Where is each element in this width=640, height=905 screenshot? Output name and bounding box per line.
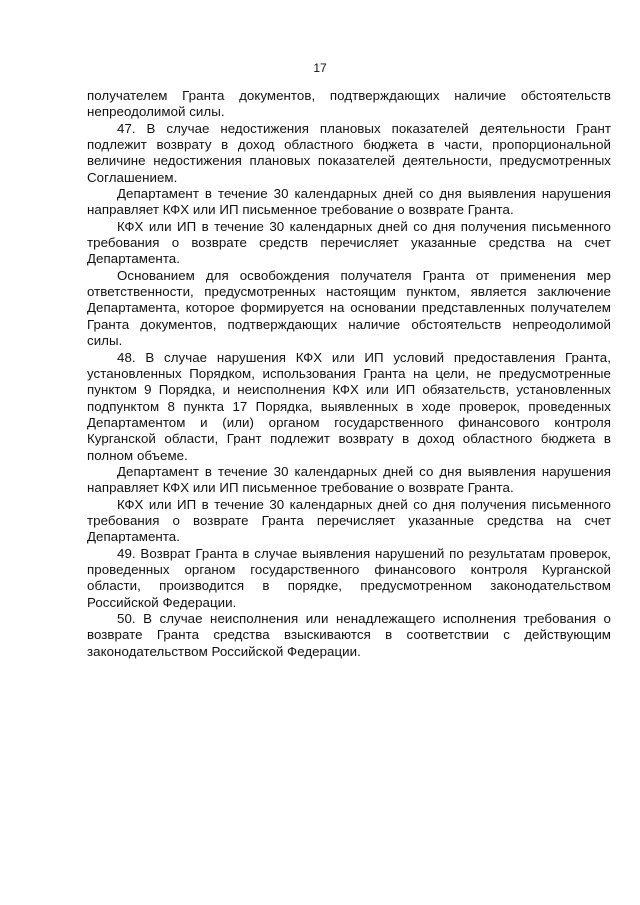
- document-body: [87, 88, 611, 660]
- paragraph-48: 48. В случае нарушения КФХ или ИП условий предоставления Гранта, установленных Порядком, использования Гранта на цели, не предусмотренные пунктом 9 Порядка, и неисполнения КФХ или ИП обязательств, установленных подпунктом 8 пункта 17 Порядка, выявленных в ходе проверок, проведенных Департаментом и (или) органом государственного финансового контроля Курганской области, Грант подлежит возврату в доход областного бюджета в полном объеме.: [87, 349, 611, 463]
- paragraph-48-refund: КФХ или ИП в течение 30 календарных дней со дня получения письменного требования о возврате Гранта перечисляет указанные средства на счет Департамента.: [87, 496, 611, 545]
- paragraph-50: 50. В случае неисполнения или ненадлежащего исполнения требования о возврате Гранта средства взыскиваются в соответствии с действующим законодательством Российской Федерации.: [87, 611, 611, 659]
- paragraph-47-notice: Департамент в течение 30 календарных дней со дня выявления нарушения направляет КФХ или ИП письменное требование о возврате Гранта.: [87, 186, 611, 218]
- paragraph-47: 47. В случае недостижения плановых показателей деятельности Грант подлежит возврату в доход областного бюджета в части, пропорциональной величине недостижения плановых показателей деятельности, предусмотренных Соглашением.: [87, 120, 611, 185]
- paragraph-continuation: получателем Гранта документов, подтверждающих наличие обстоятельств непреодолимой силы.: [87, 88, 611, 120]
- paragraph-49: 49. Возврат Гранта в случае выявления нарушений по результатам проверок, проведенных органом государственного финансового контроля Курганской области, производится в порядке, предусмотренном законодательством Российской Федерации.: [87, 545, 611, 610]
- page-number: 17: [313, 61, 327, 75]
- paragraph-47-exemption: Основанием для освобождения получателя Гранта от применения мер ответственности, предусмотренных настоящим пунктом, является заключение Департамента, которое формируется на основании представленных получателем Гранта документов, подтверждающих наличие обстоятельств непреодолимой силы.: [87, 267, 611, 349]
- paragraph-48-notice: Департамент в течение 30 календарных дней со дня выявления нарушения направляет КФХ или ИП письменное требование о возврате Гранта.: [87, 463, 611, 496]
- paragraph-47-refund: КФХ или ИП в течение 30 календарных дней со дня получения письменного требования о возврате средств перечисляет указанные средства на счет Департамента.: [87, 218, 611, 267]
